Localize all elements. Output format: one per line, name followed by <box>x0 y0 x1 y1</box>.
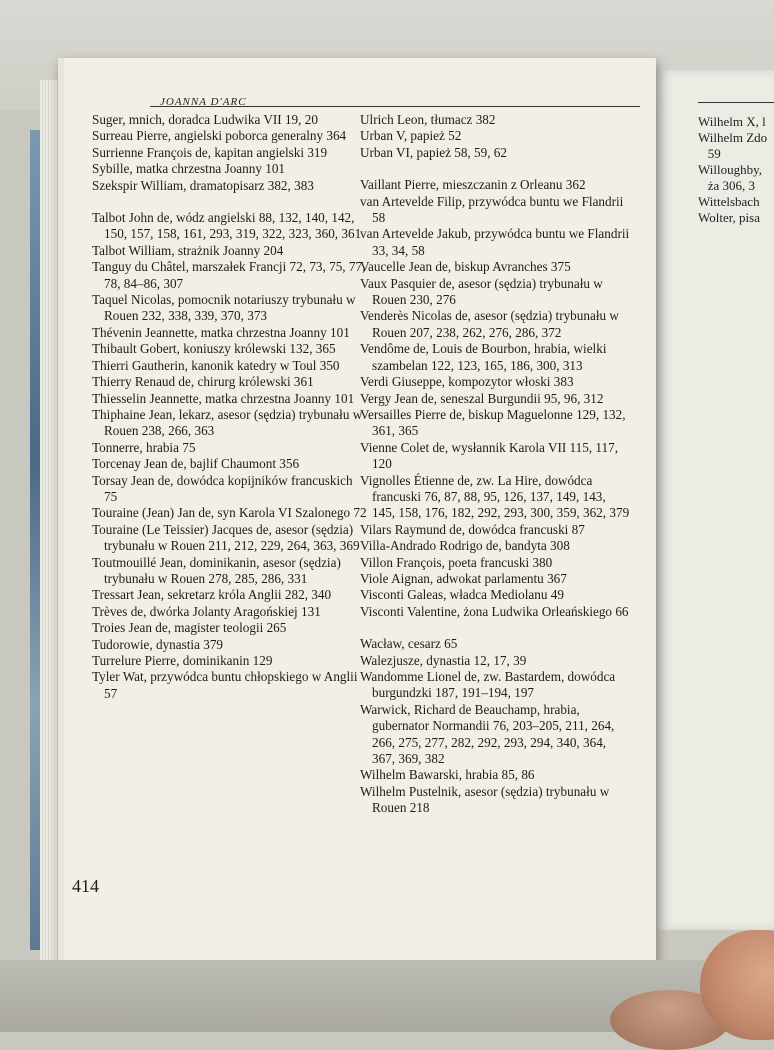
facing-page-text: Wilhelm X, l Wilhelm Zdo 59 Willoughby, ża 306, 3 Wittelsbach Wolter, pisa <box>698 114 768 225</box>
index-entry: Wacław, cesarz 65 <box>360 636 458 652</box>
index-entry: van Artevelde Jakub, przywódca buntu we Flandrii 33, 34, 58 <box>360 226 630 258</box>
section-gap <box>92 194 367 210</box>
index-entry: Walezjusze, dynastia 12, 17, 39 <box>360 652 527 668</box>
index-entry: Urban VI, papież 58, 59, 62 <box>360 144 507 160</box>
index-entry: Tudorowie, dynastia 379 <box>92 636 224 652</box>
index-entry: Tanguy du Châtel, marszałek Francji 72, 73, 75, 77, 78, 84–86, 307 <box>92 259 366 291</box>
index-entry: Tressart Jean, sekretarz króla Anglii 282, 340 <box>92 587 332 603</box>
index-entry: Thibault Gobert, koniuszy królewski 132, 365 <box>92 341 336 357</box>
index-entry: Surrienne François de, kapitan angielski 319 <box>92 144 328 160</box>
index-entry: Turrelure Pierre, dominikanin 129 <box>92 653 273 668</box>
index-entry: Vignolles Étienne de, zw. La Hire, dowódca francuski 76, 87, 88, 95, 126, 137, 149, 143, 145, 158, 176, 182, 292, 293, 300, 359, 362, 379 <box>360 472 630 521</box>
index-entry: Viole Aignan, adwokat parlamentu 367 <box>360 570 567 586</box>
index-entry: Szekspir William, dramatopisarz 382, 383 <box>92 177 314 193</box>
index-entry: Touraine (Jean) Jan de, syn Karola VI Szalonego 72 <box>92 505 367 521</box>
index-entry: Visconti Galeas, władca Mediolanu 49 <box>360 587 564 603</box>
index-entry: Wilhelm Pustelnik, asesor (sędzia) trybunału w Rouen 218 <box>360 783 610 816</box>
index-entry: Villa-Andrado Rodrigo de, bandyta 308 <box>360 538 570 554</box>
index-entry: Versailles Pierre de, biskup Maguelonne 129, 132, 361, 365 <box>360 406 626 439</box>
index-entry: Visconti Valentine, żona Ludwika Orleańskiego 66 <box>360 603 629 619</box>
index-entry: Vienne Colet de, wysłannik Karola VII 115, 117, 120 <box>360 439 619 472</box>
index-entry: Troies Jean de, magister teologii 265 <box>92 620 287 636</box>
facing-page-rule <box>698 102 774 103</box>
index-entry: Wilhelm Bawarski, hrabia 85, 86 <box>360 767 535 783</box>
section-gap <box>360 620 632 636</box>
index-entry: Thiesselin Jeannette, matka chrzestna Joanny 101 <box>92 390 355 406</box>
index-entry: Trèves de, dwórka Jolanty Aragońskiej 131 <box>92 603 321 619</box>
index-entry: Torsay Jean de, dowódca kopijników francuskich 75 <box>92 472 353 504</box>
index-entry: Tonnerre, hrabia 75 <box>92 439 196 455</box>
index-entry: Vaux Pasquier de, asesor (sędzia) trybunału w Rouen 230, 276 <box>360 275 603 308</box>
index-entry: Vilars Raymund de, dowódca francuski 87 <box>360 521 585 537</box>
index-entry: Taquel Nicolas, pomocnik notariuszy trybunału w Rouen 232, 338, 339, 370, 373 <box>92 292 356 324</box>
index-entry: Tyler Wat, przywódca buntu chłopskiego w Anglii 57 <box>92 669 358 701</box>
index-entry: Torcenay Jean de, bajlif Chaumont 356 <box>92 456 300 472</box>
index-entry: Toutmouillé Jean, dominikanin, asesor (sędzia) trybunału w Rouen 278, 285, 286, 331 <box>92 554 341 586</box>
index-entry: Urban V, papież 52 <box>360 128 462 144</box>
index-entry: Touraine (Le Teissier) Jacques de, asesor (sędzia) trybunału w Rouen 211, 212, 229, 264, 363, 369 <box>92 521 360 554</box>
index-entry: Thierry Renaud de, chirurg królewski 361 <box>92 374 314 390</box>
page-number: 414 <box>72 876 99 896</box>
index-entry: Villon François, poeta francuski 380 <box>360 554 553 570</box>
index-entry: Talbot John de, wódz angielski 88, 132, 140, 142, 150, 157, 158, 161, 293, 319, 322, 323, 360, 361 <box>92 210 362 242</box>
index-entry: Warwick, Richard de Beauchamp, hrabia, gubernator Normandii 76, 203–205, 211, 264, 266, 275, 277, 282, 292, 293, 294, 340, 364, 367, 369, 382 <box>360 701 615 767</box>
index-entry: Ulrich Leon, tłumacz 382 <box>360 112 496 127</box>
index-entry: Vaillant Pierre, mieszczanin z Orleanu 362 <box>360 177 586 193</box>
index-entry: Surreau Pierre, angielski poborca generalny 364 <box>92 128 347 144</box>
index-entry: Thierri Gautherin, kanonik katedry w Toul 350 <box>92 357 340 373</box>
index-entry: Talbot William, strażnik Joanny 204 <box>92 242 284 258</box>
index-entry: Vergy Jean de, seneszal Burgundii 95, 96, 312 <box>360 390 604 406</box>
index-entry: Thévenin Jeannette, matka chrzestna Joanny 101 <box>92 324 350 340</box>
index-entry: Vendôme de, Louis de Bourbon, hrabia, wielki szambelan 122, 123, 165, 186, 300, 313 <box>360 341 607 373</box>
index-entry: Vaucelle Jean de, biskup Avranches 375 <box>360 259 571 275</box>
index-entry: Wandomme Lionel de, zw. Bastardem, dowódca burgundzki 187, 191–194, 197 <box>360 669 616 701</box>
index-entry: Venderès Nicolas de, asesor (sędzia) trybunału w Rouen 207, 238, 262, 276, 286, 372 <box>360 308 619 340</box>
index-column-right <box>360 112 632 817</box>
index-entry: Thiphaine Jean, lekarz, asesor (sędzia) trybunału w Rouen 238, 266, 363 <box>92 406 363 439</box>
running-head: JOANNA D'ARC <box>160 96 247 108</box>
index-entry: Sybille, matka chrzestna Joanny 101 <box>92 161 286 177</box>
header-rule <box>150 106 640 107</box>
facing-page <box>658 70 774 930</box>
section-gap <box>360 161 632 177</box>
index-entry: Suger, mnich, doradca Ludwika VII 19, 20 <box>92 112 318 127</box>
index-column-left <box>92 112 367 702</box>
index-entry: Verdi Giuseppe, kompozytor włoski 383 <box>360 374 574 390</box>
index-entry: van Artevelde Filip, przywódca buntu we Flandrii 58 <box>360 193 624 226</box>
